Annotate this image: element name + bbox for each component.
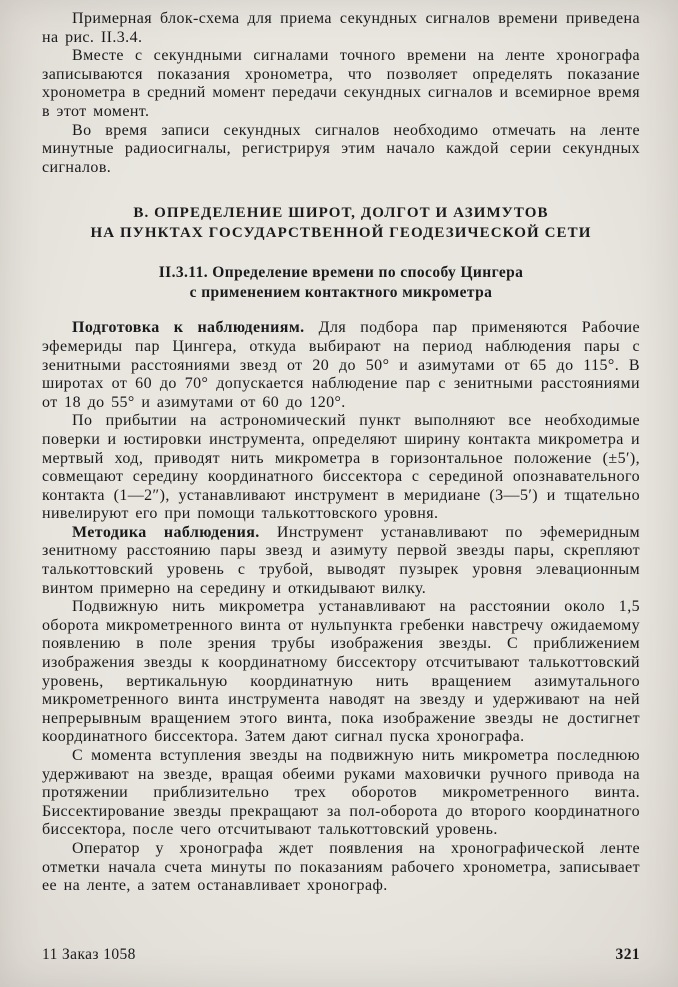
paragraph (42, 47, 640, 121)
paragraph (42, 10, 640, 47)
subsection-heading-line: II.3.11. Определение времени по способу Цингера (158, 264, 524, 282)
subsection-heading-line: с применением контактного микрометра (189, 284, 493, 302)
paragraph (42, 524, 640, 598)
section-heading-line: НА ПУНКТАХ ГОСУДАРСТВЕННОЙ ГЕОДЕЗИЧЕСКОЙ СЕТИ (90, 225, 592, 242)
paragraph-lead: Подготовка к наблюдениям. (72, 319, 319, 337)
paragraph (42, 412, 640, 524)
section-heading-line: В. ОПРЕДЕЛЕНИЕ ШИРОТ, ДОЛГОТ И АЗИМУТОВ (133, 205, 549, 222)
paragraph (42, 122, 640, 178)
page-footer (42, 946, 640, 965)
print-signature: 11 Заказ 1058 (42, 946, 136, 964)
paragraph (42, 840, 640, 896)
paragraph (42, 747, 640, 840)
paragraph-text: По прибытии на астрономический пункт выполняют все необходимые поверки и юстировки инструмента, определяют ширину контакта микрометра и мертвый ход, приводят нить микрометра в горизонтальное положение (±5′), совмещают середину координатного биссектора с серединой опознавательного контакта (1—2″), устанавливают инструмент в меридиане (3—5′) и тщательно нивелируют его при помощи талькоттовского уровня. (42, 412, 640, 523)
subsection-heading (42, 263, 640, 303)
section-heading (42, 203, 640, 243)
paragraph (42, 598, 640, 747)
paragraph-text: Инструмент устанавливают по эфемеридным зенитному расстоянию пары звезд и азимуту первой звезды пары, скрепляют талькоттовский уровень с трубой, выводят пузырек уровня элевационным винтом примерно на середину и откидывают вилку. (42, 523, 641, 597)
paragraph-text: Вместе с секундными сигналами точного времени на ленте хронографа записываются показания хронометра, что позволяет определять показание хронометра в средний момент передачи секундных сигналов и всемирное время в этот момент. (42, 47, 640, 120)
paragraph-text: Оператор у хронографа ждет появления на хронографической ленте отметки начала счета минуты по показаниям рабочего хронометра, записывает ее на ленте, а затем останавливает хронограф. (42, 839, 640, 895)
paragraph-text: С момента вступления звезды на подвижную нить микрометра последнюю удерживают на звезде, вращая обеими руками маховички ручного привода на протяжении приблизительно трех оборотов микрометренного винта. Биссектирование звезды прекращают за пол-оборота до второго координатного биссектора, после чего отсчитывают талькоттовский уровень. (42, 747, 640, 839)
paragraph-lead: Методика наблюдения. (72, 523, 277, 541)
paragraph (42, 319, 640, 412)
paragraph-text: Во время записи секундных сигналов необходимо отмечать на ленте минутные радиосигналы, регистрируя этим начало каждой серии секундных сигналов. (42, 121, 640, 176)
paragraph-text: Подвижную нить микрометра устанавливают на расстоянии около 1,5 оборота микрометренного винта от нульпункта гребенки навстречу ожидаемому появлению в поле зрения трубы изображения звезды. С приближением изображения звезды к координатному биссектору отсчитывают талькоттовский уровень, вертикальную координатную нить вращением азимутального микрометренного винта инструмента наводят на звезду и удерживают на ней непрерывным вращением этого винта, пока изображение звезды не достигнет координатного биссектора. Затем дают сигнал пуска хронографа. (42, 598, 640, 746)
paragraph-text: Для подбора пар применяются Рабочие эфемериды пар Цингера, откуда выбирают на период наблюдения пары с зенитными расстояниями звезд от 20 до 50° и азимутами от 65 до 115°. В широтах от 60 до 70° допускается наблюдение пар с зенитными расстояниями от 18 до 55° и азимутами от 60 до 120°. (42, 319, 640, 411)
page-number: 321 (615, 946, 640, 964)
paragraph-text: Примерная блок-схема для приема секундных сигналов времени приведена на рис. II.3.4. (42, 10, 640, 46)
